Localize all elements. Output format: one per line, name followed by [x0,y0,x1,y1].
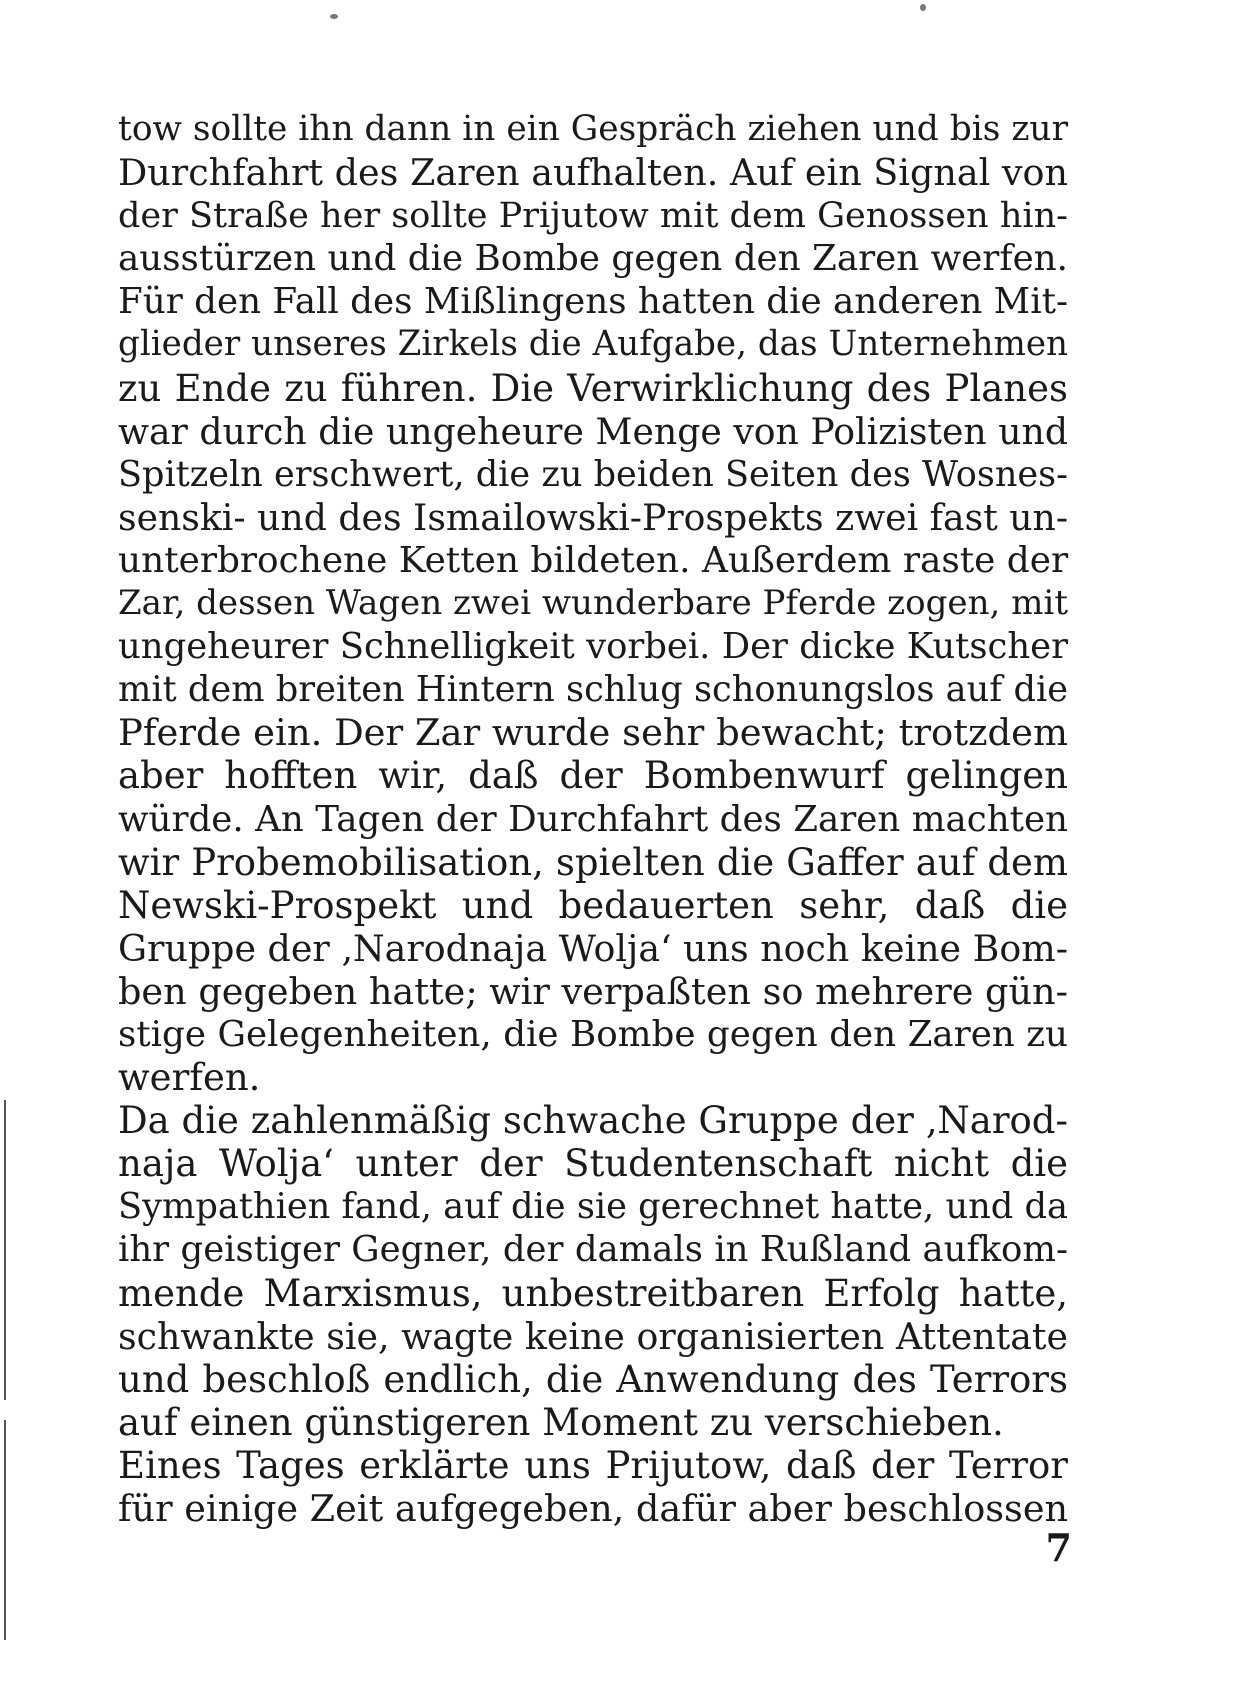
text-line: und beschloß endlich, die Anwendung des Terrors [118,1357,1068,1401]
text-line: Für den Fall des Mißlingens hatten die anderen Mit- [118,281,1068,323]
text-line: Spitzeln erschwert, die zu beiden Seiten des Wosnes- [118,453,1068,495]
text-line: unterbrochene Ketten bildeten. Außerdem raste der [118,539,1069,581]
text-line: Zar, dessen Wagen zwei wunderbare Pferde zogen, mit [118,583,1068,624]
text-line: werfen. [118,1056,261,1100]
text-line: ausstürzen und die Bombe gegen den Zaren werfen. [118,238,1068,280]
text-line: Pferde ein. Der Zar wurde sehr bewacht; trotzdem [118,711,1068,755]
text-line: Da die zahlenmäßig schwache Gruppe der ‚Narod- [118,1099,1068,1143]
text-line: der Straße her sollte Prijutow mit dem Genossen hin- [118,195,1068,237]
text-line: mende Marxismus, unbestreitbaren Erfolg hatte, [118,1271,1068,1315]
page-edge-mark [4,1420,6,1640]
text-line: tow sollte ihn dann in ein Gespräch ziehen und bis zur [118,109,1068,149]
text-line: mit dem breiten Hintern schlug schonungslos auf die [118,669,1068,711]
text-line: war durch die ungeheure Menge von Polizisten und [118,409,1068,453]
text-line: Durchfahrt des Zaren aufhalten. Auf ein Signal von [118,151,1068,195]
text-line: Gruppe der ‚Narodnaja Wolja‘ uns noch keine Bom- [118,926,1069,970]
body-text [118,108,1068,1530]
text-line: Newski-Prospekt und bedauerten sehr, daß die [118,883,1068,927]
text-line: schwankte sie, wagte keine organisierten Attentate [118,1314,1068,1358]
text-line: naja Wolja‘ unter der Studentenschaft nicht die [118,1142,1068,1186]
text-line: stige Gelegenheiten, die Bombe gegen den Zaren zu [118,1013,1068,1055]
page-edge-mark [4,1100,6,1400]
text-line: ben gegeben hatte; wir verpaßten so mehrere gün- [118,969,1068,1013]
text-line: würde. An Tagen der Durchfahrt des Zaren machten [118,798,1068,840]
text-line: wir Probemobilisation, spielten die Gaffer auf dem [118,840,1068,884]
ink-speck [330,14,338,19]
text-line: zu Ende zu führen. Die Verwirklichung des Planes [118,366,1068,410]
text-line: aber hofften wir, daß der Bombenwurf gelingen [118,754,1068,798]
text-line: ungeheurer Schnelligkeit vorbei. Der dicke Kutscher [118,626,1068,668]
text-line: Sympathien fand, auf die sie gerechnet hatte, und da [118,1186,1068,1228]
page-number: 7 [1045,1525,1072,1570]
text-line: ihr geistiger Gegner, der damals in Rußland aufkom- [118,1229,1068,1271]
text-line: für einige Zeit aufgegeben, dafür aber beschlossen [118,1487,1069,1530]
text-line: Eines Tages erklärte uns Prijutow, daß der Terror [118,1443,1068,1487]
text-line: auf einen günstigeren Moment zu verschieben. [118,1400,1004,1444]
text-line: senski- und des Ismailowski-Prospekts zwei fast un- [118,495,1069,539]
text-line: glieder unseres Zirkels die Aufgabe, das Unternehmen [118,324,1068,365]
ink-speck [920,4,926,11]
